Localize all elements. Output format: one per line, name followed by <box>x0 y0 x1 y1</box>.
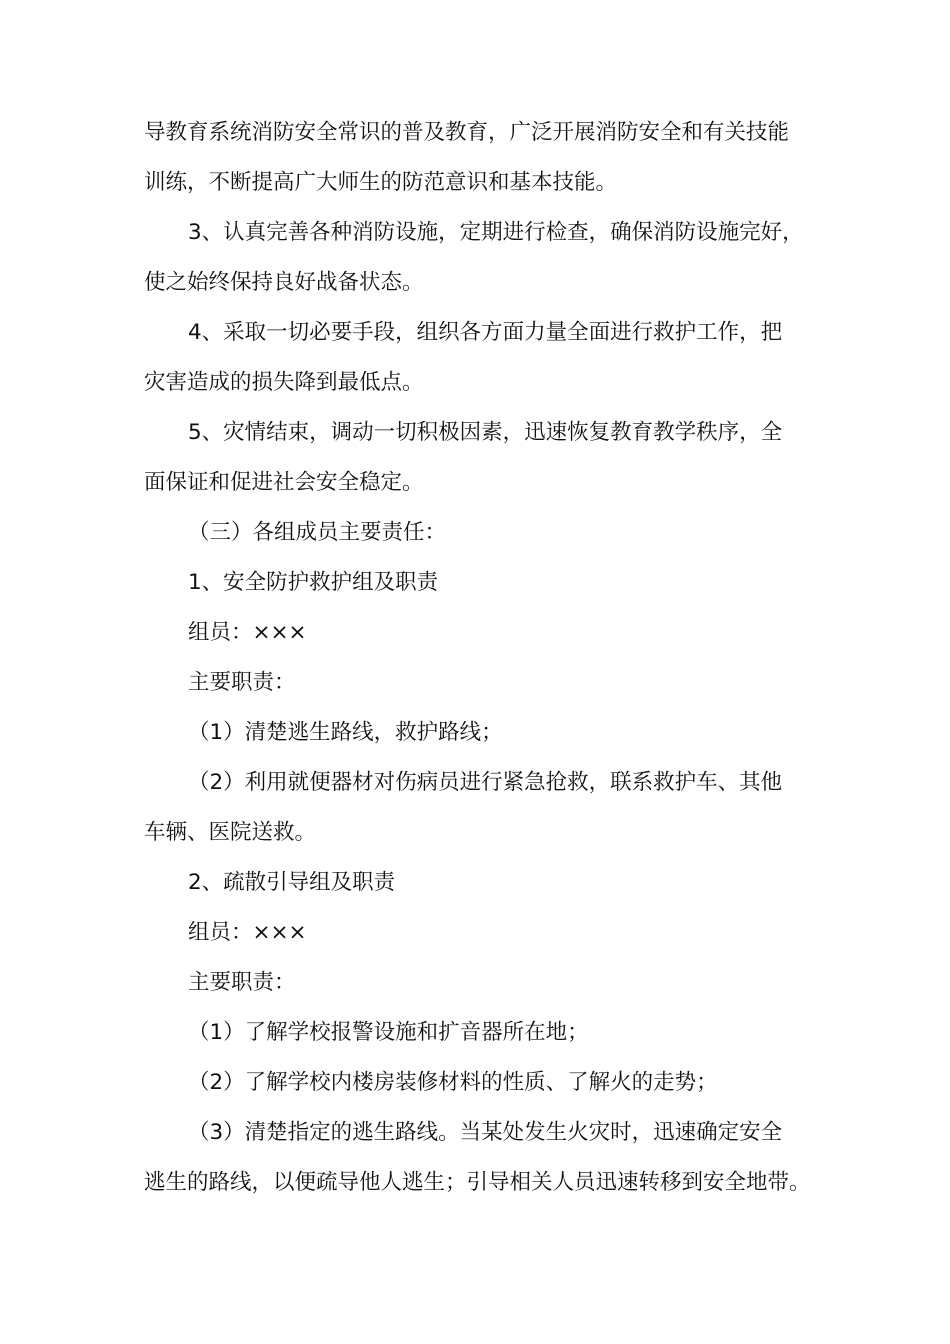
text-line: 训练，不断提高广大师生的防范意识和基本技能。 <box>144 170 618 195</box>
text-line: 4、采取一切必要手段，组织各方面力量全面进行救护工作，把 <box>188 320 783 345</box>
duty-item: （2）利用就便器材对伤病员进行紧急抢救，联系救护车、其他 <box>188 770 783 795</box>
group-title: 1、安全防护救护组及职责 <box>188 570 439 595</box>
group-members: 组员：××× <box>188 620 307 645</box>
text-line: 灾害造成的损失降到最低点。 <box>144 370 424 395</box>
duty-item: （3）清楚指定的逃生路线。当某处发生火灾时，迅速确定安全 <box>188 1120 783 1145</box>
document-body <box>144 108 810 1208</box>
section-heading: （三）各组成员主要责任： <box>188 520 447 545</box>
duty-item: （2）了解学校内楼房装修材料的性质、了解火的走势； <box>188 1070 718 1095</box>
text-line: 导教育系统消防安全常识的普及教育，广泛开展消防安全和有关技能 <box>144 120 790 145</box>
duty-item: （1）了解学校报警设施和扩音器所在地； <box>188 1020 589 1045</box>
text-line: 逃生的路线，以便疏导他人逃生；引导相关人员迅速转移到安全地带。 <box>144 1170 811 1195</box>
text-line: 3、认真完善各种消防设施，定期进行检查，确保消防设施完好， <box>188 220 804 245</box>
text-line: 使之始终保持良好战备状态。 <box>144 270 424 295</box>
duty-item: （1）清楚逃生路线，救护路线； <box>188 720 503 745</box>
duties-label: 主要职责： <box>188 970 296 995</box>
group-members: 组员：××× <box>188 920 307 945</box>
group-title: 2、疏散引导组及职责 <box>188 870 396 895</box>
text-line: 车辆、医院送救。 <box>144 820 317 845</box>
text-line: 面保证和促进社会安全稳定。 <box>144 470 424 495</box>
text-line: 5、灾情结束，调动一切积极因素，迅速恢复教育教学秩序，全 <box>188 420 783 445</box>
duties-label: 主要职责： <box>188 670 296 695</box>
